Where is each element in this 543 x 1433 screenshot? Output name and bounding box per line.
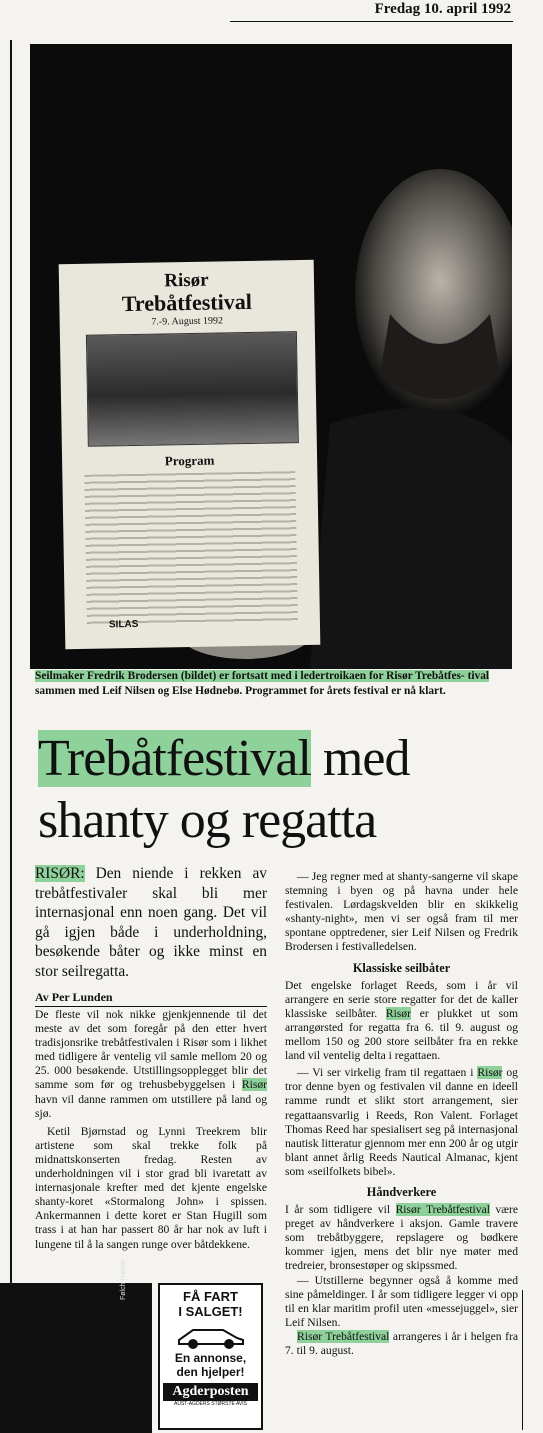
col2-p4-highlight: Risør Trebåtfestival: [395, 1203, 490, 1217]
caption-rest: sammen med Leif Nilsen og Else Hødnebø. Programmet for årets festival er nå klart.: [35, 685, 446, 697]
caption-highlight: Risør Trebåtfes- tival: [386, 670, 490, 682]
poster-sponsor-logo: SILAS: [108, 618, 139, 631]
poster-title-line2: Trebåtfestival: [121, 288, 253, 317]
col2-p6-highlight: Risør Trebåtfestival: [297, 1329, 390, 1343]
dateline-place: RISØR:: [35, 865, 85, 882]
col2-p1: — Jeg regner med at shanty-sangerne vil skape stemning i byen og på havna under hele festivalen. Lørdagskvelden blir en skikkelig «shanty-night», men vi ser også fram til mer spontane opptredener, sier Leif Nilsen og Fredrik Brodersen i festivalledelsen.: [285, 870, 518, 954]
header-rule: [230, 21, 513, 22]
col2-p2a: Det engelske forlaget Reeds, som i år vil arrangere en serie store regatter for det de kaller klassiske seilbåter.: [285, 978, 518, 1020]
column-divider-right: [522, 1290, 523, 1430]
adjacent-ad-dark: [0, 1283, 152, 1433]
article-column-1: [35, 1008, 267, 1252]
col2-p2b: er plukket ut som arrangørsted for regatta fra 6. til 9. august og mellom 150 og 200 store seilbåter fra en rekke land vil ventelig delta i regattaen.: [285, 1006, 518, 1063]
col2-p6b: arrangeres i år i helgen fra 7. til 9. august.: [285, 1329, 518, 1357]
ad-brand: Agderposten: [163, 1383, 258, 1401]
ad-line1: FÅ FART: [183, 1289, 238, 1304]
col2-p3b: og tror denne byen og festivalen vil danne en ideell ramme rundt et slikt stort arrangement, sier regattaansvarlig i Reeds, Ron Valent. Forlaget Thomas Reed har spesialisert seg på internasjonal nautisk litteratur gjennom mer enn 200 år og utgir blant annet årlig Reeds Nautical Almanac, kjent som «seilfolkets bibel».: [285, 1066, 518, 1178]
ad-line3: En annonse,: [174, 1351, 247, 1365]
agderposten-ad: [158, 1283, 263, 1430]
lede-text: Den niende i rekken av trebåtfestivaler skal bli mer internasjonal enn noen gang. Det vil gå igjen både i underholdning, besøkende båter og ikke minst en stor seilregatta.: [35, 865, 267, 980]
caption-lead: Seilmaker Fredrik Brodersen (bildet) er fortsatt med i ledertroikaen for: [35, 670, 387, 682]
column-divider: [10, 40, 12, 1295]
byline: Av Per Lunden: [35, 990, 267, 1007]
poster-title-line1: Risør: [164, 269, 209, 292]
col2-p4b: være preget av håndverkere i aksjon. Gamle travere som trebåtbyggere, repslagere og bødkere kommer igjen, mens det blir nye møter med tredreier, bronsestøper og skipssmed.: [285, 1203, 518, 1273]
article-column-2: [285, 870, 518, 1358]
col2-p3a: — Vi ser virkelig fram til regattaen i: [297, 1066, 478, 1080]
photo-caption: [35, 669, 513, 699]
lede: [35, 864, 267, 981]
poster-harbour-image: [86, 331, 299, 447]
col2-p4a: I år som tidligere vil: [285, 1203, 396, 1217]
col2-p5: — Utstillerne begynner også å komme med sine påmeldinger. I år som tidligere legger vi opp til en klar maritim profil uten «messejuggel», sier Leif Nilsen.: [285, 1273, 518, 1329]
col1-p1: De fleste vil nok nikke gjenkjennende til det meste av det som foregår på den etter hvert tradisjonsrike trebåtfestivalen i Risør som i likhet med tidligere år ventelig vil samle mellom 20 og 25. 000 besøkende. Utstillingsopplegget blir det samme som før og trehusbebyggelsen i: [35, 1008, 267, 1092]
race-car-icon: [171, 1320, 251, 1350]
headline: [38, 728, 528, 852]
issue-date: Fredag 10. april 1992: [374, 1, 511, 17]
ad-credit: Følch Hamar: [120, 1259, 127, 1300]
headline-word: med: [310, 730, 410, 787]
subheading-klassiske: Klassiske seilbåter: [352, 960, 451, 975]
ad-line2: I SALGET!: [178, 1304, 243, 1319]
col1-p2: Ketil Bjørnstad og Lynni Treekrem blir artistene som skal trekke folk på midnattskonserten fredag. Resten av underholdningen vil i stor grad bli ivaretatt av internasjonale krefter med det kjente engelske shanty-koret «Stormalong John» i spissen. Ankermannen i dette koret er Stan Hugill som trass i at han har passert 80 år har nok av luft i lungene til å la sangen runge over båtdekkene.: [35, 1124, 267, 1251]
col2-p3-highlight: Risør: [477, 1066, 503, 1080]
poster-dates: 7.-9. August 1992: [151, 315, 224, 328]
headline-highlight: Trebåtfestival: [38, 730, 311, 787]
festival-poster: [59, 260, 321, 649]
jacket: [310, 408, 512, 669]
subheading-handverkere: Håndverkere: [366, 1184, 437, 1199]
poster-program-heading: Program: [164, 452, 215, 469]
col1-p1-end: havn vil danne rammen om utstillere på land og sjø.: [35, 1092, 267, 1120]
ad-line4: den hjelper!: [176, 1365, 245, 1379]
col2-p2-highlight: Risør: [385, 1006, 411, 1020]
col1-p1-highlight: Risør: [241, 1078, 267, 1092]
poster-program-text: [84, 471, 298, 625]
ad-brand-sub: AUST-AGDERS STØRSTE AVIS: [174, 1401, 247, 1407]
headline-line2: shanty og regatta: [38, 792, 377, 849]
